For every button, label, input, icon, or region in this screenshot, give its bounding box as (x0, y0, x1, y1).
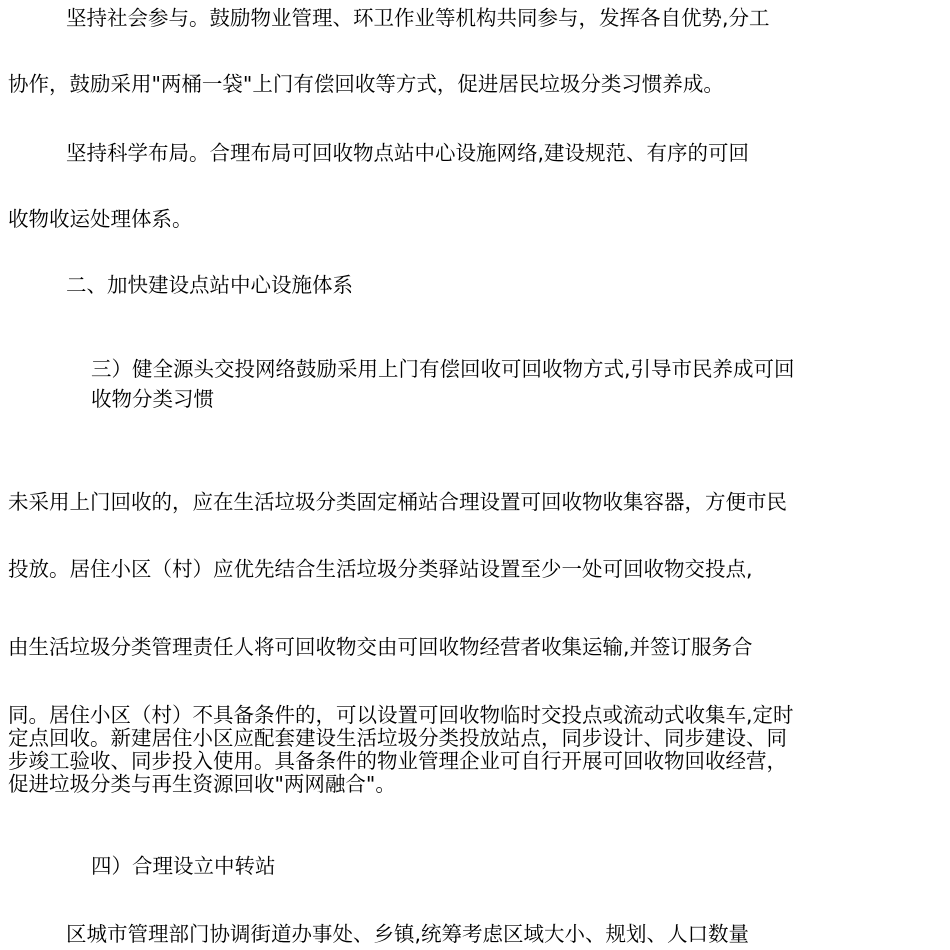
paragraph-line-5: 未采用上门回收的，应在生活垃圾分类固定桶站合理设置可回收物收集容器，方便市民 (8, 490, 787, 514)
paragraph-line-3: 坚持科学布局。合理布局可回收物点站中心设施网络,建设规范、有序的可回 (66, 141, 750, 165)
paragraph-line-1: 坚持社会参与。鼓励物业管理、环卫作业等机构共同参与，发挥各自优势,分工 (66, 6, 770, 30)
paragraph-block (8, 704, 794, 796)
paragraph-line-4: 收物收运处理体系。 (8, 207, 193, 231)
paragraph-line-12: 区城市管理部门协调街道办事处、乡镇,统筹考虑区域大小、规划、人口数量 (66, 922, 750, 946)
subsection-heading-3-line-2: 收物分类习惯 (91, 387, 214, 411)
paragraph-line-8: 同。居住小区（村）不具备条件的，可以设置可回收物临时交投点或流动式收集车,定时 (8, 703, 794, 727)
paragraph-line-2: 协作，鼓励采用"两桶一袋"上门有偿回收等方式，促进居民垃圾分类习惯养成。 (8, 72, 724, 96)
paragraph-line-6: 投放。居住小区（村）应优先结合生活垃圾分类驿站设置至少一处可回收物交投点, (8, 557, 753, 581)
section-heading-2: 二、加快建设点站中心设施体系 (66, 273, 353, 297)
paragraph-line-7: 由生活垃圾分类管理责任人将可回收物交由可回收物经营者收集运输,并签订服务合 (8, 635, 753, 659)
paragraph-line-9: 定点回收。新建居住小区应配套建设生活垃圾分类投放站点，同步设计、同步建设、同 (8, 726, 787, 750)
paragraph-line-11: 促进垃圾分类与再生资源回收"两网融合"。 (8, 772, 396, 796)
subsection-heading-4: 四）合理设立中转站 (91, 854, 276, 878)
subsection-heading-3-line-1: 三）健全源头交投网络鼓励采用上门有偿回收可回收物方式,引导市民养成可回 (91, 357, 795, 381)
paragraph-line-10: 步竣工验收、同步投入使用。具备条件的物业管理企业可自行开展可回收物回收经营， (8, 749, 787, 773)
